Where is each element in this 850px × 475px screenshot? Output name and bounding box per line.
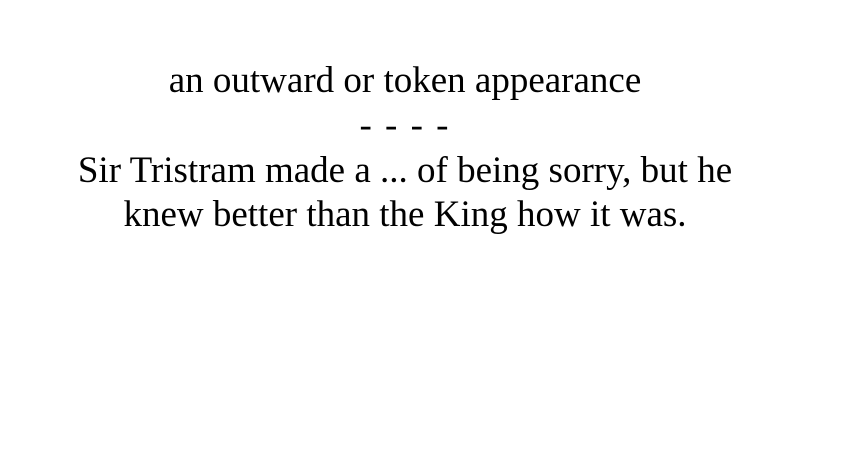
example-sentence-line-1: Sir Tristram made a ... of being sorry, but he	[77, 150, 733, 191]
definition-text: an outward or token appearance	[168, 60, 642, 101]
separator-dashes: - - - -	[359, 105, 451, 146]
example-sentence-line-2: knew better than the King how it was.	[123, 194, 687, 235]
example-sentence	[0, 149, 810, 237]
